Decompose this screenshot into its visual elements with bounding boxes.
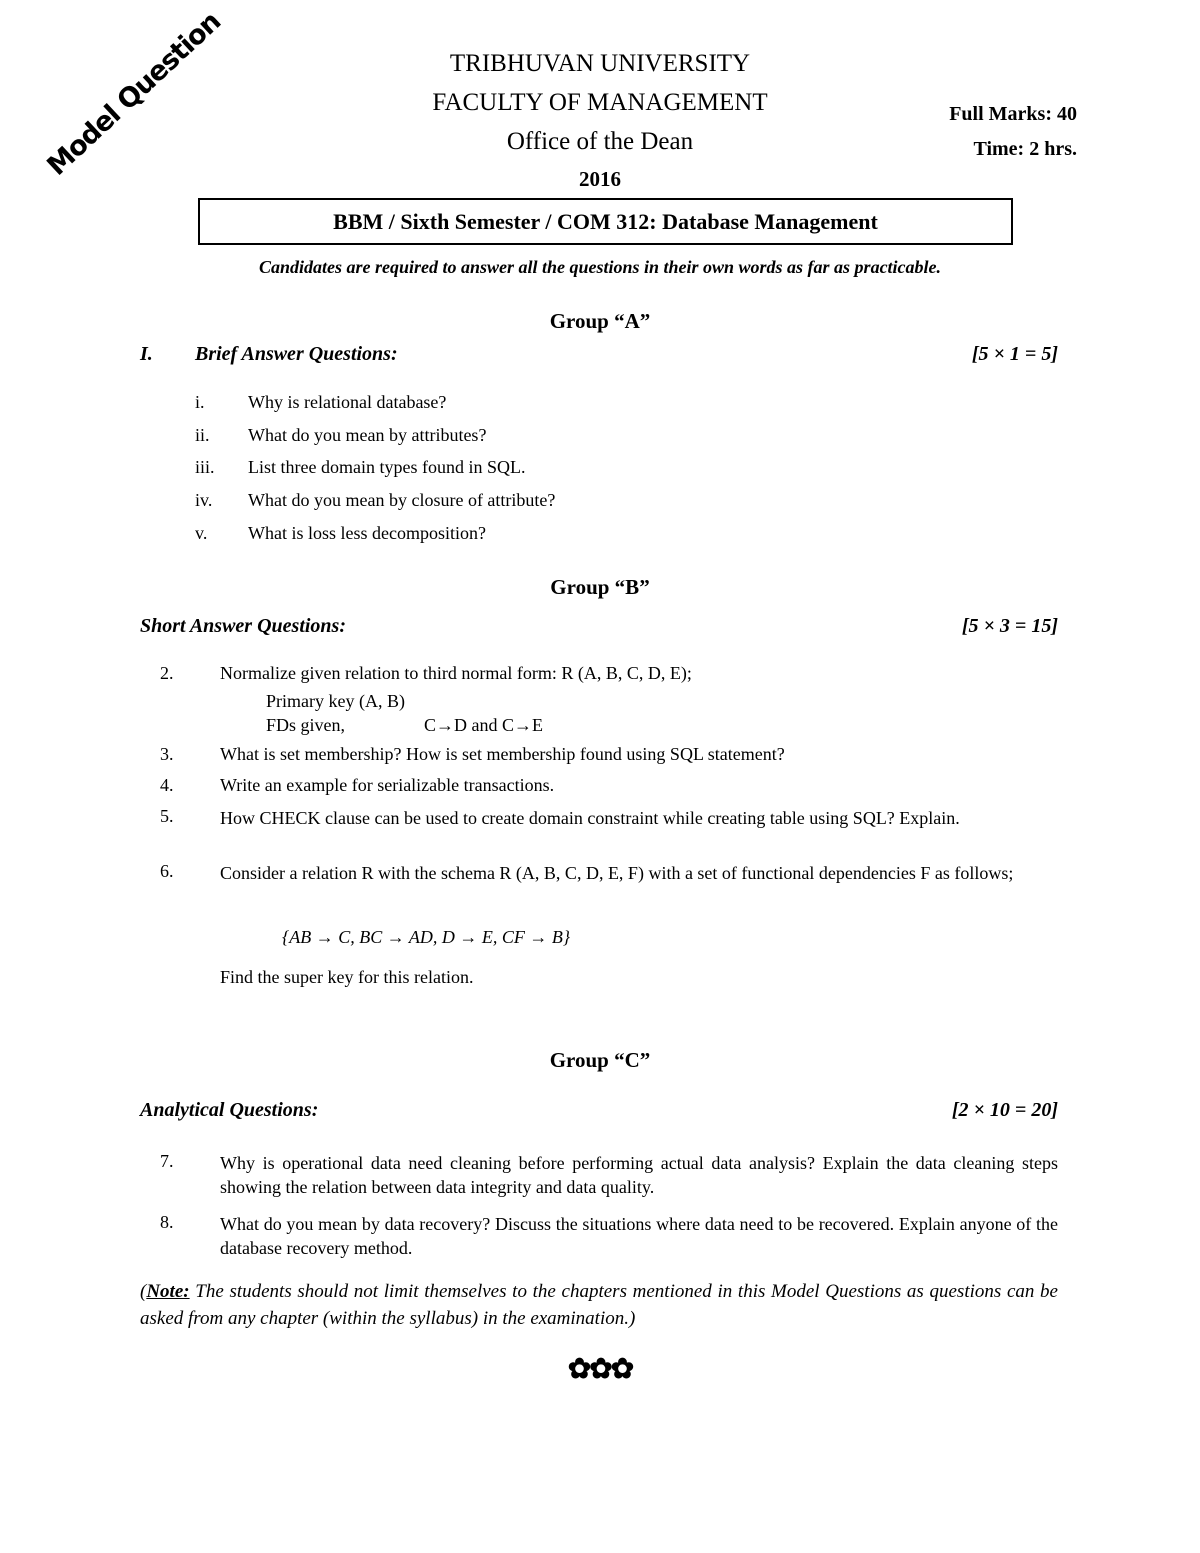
group-c-marks: [2 × 10 = 20] [951,1099,1058,1121]
group-c-heading: Group “C” [549,1048,651,1072]
course-title: BBM / Sixth Semester / COM 312: Database Management [333,208,878,234]
note-label: Note: [146,1281,190,1302]
question-number: 2. [160,663,174,683]
group-b-marks: [5 × 3 = 15] [961,615,1058,637]
university-name: TRIBHUVAN UNIVERSITY [449,50,751,77]
question-number: ii. [195,425,210,445]
question-number: 5. [160,806,174,826]
faculty-name: FACULTY OF MANAGEMENT [432,89,768,116]
note-open-paren: ( [140,1281,147,1302]
question-number: 6. [160,861,174,881]
functional-dependency-set: {AB → C, BC → AD, D → E, CF → B} [282,927,571,947]
question-number: iii. [195,457,215,477]
course-title-box [198,198,1013,245]
group-b-heading: Group “B” [550,575,650,599]
question-number: i. [195,392,205,412]
primary-key-line: Primary key (A, B) [266,691,405,711]
instructions: Candidates are required to answer all the questions in their own words as far as practicable. [258,257,942,277]
group-a-number: I. [140,343,153,365]
note-text: The students should not limit themselves to the chapters mentioned in this Model Questions as questions can be asked from any chapter (within the syllabus) in the examination.) [140,1281,1058,1329]
question-text: Normalize given relation to third normal form: R (A, B, C, D, E); [220,663,692,683]
question-number: iv. [195,490,213,510]
question-text: Consider a relation R with the schema R (A, B, C, D, E, F) with a set of functional dependencies F as follows; [220,863,1014,883]
group-a-heading: Group “A” [549,309,651,333]
question-number: 8. [160,1212,174,1232]
exam-time: Time: 2 hrs. [973,138,1077,160]
full-marks: Full Marks: 40 [949,103,1077,125]
group-a-title: Brief Answer Questions: [195,343,398,365]
question-text: List three domain types found in SQL. [248,457,526,477]
question-text: Write an example for serializable transactions. [220,775,555,795]
fds-label: FDs given, [266,715,346,735]
question-text: Why is relational database? [248,392,447,412]
question-text: What do you mean by closure of attribute? [248,490,556,510]
group-a-marks: [5 × 1 = 5] [971,343,1058,365]
question-number: 7. [160,1151,174,1171]
question-followup: Find the super key for this relation. [220,967,474,987]
end-mark-icon: ✿✿✿ [567,1354,633,1385]
question-text: Why is operational data need cleaning before performing actual data analysis? Explain the data cleaning steps showing the relation between data integrity and data quality. [220,1153,1058,1197]
question-text: What is set membership? How is set membership found using SQL statement? [220,744,785,764]
fds-value: C→D and C→E [424,715,543,735]
question-text: What do you mean by attributes? [248,425,487,445]
question-number: 3. [160,744,174,764]
question-text: How CHECK clause can be used to create domain constraint while creating table using SQL? Explain. [220,808,960,828]
exam-year: 2016 [579,167,621,191]
question-number: v. [195,523,208,543]
group-b-title: Short Answer Questions: [140,615,346,637]
exam-note [140,1278,1058,1332]
question-number: 4. [160,775,174,795]
question-text: What is loss less decomposition? [248,523,486,543]
group-c-title: Analytical Questions: [140,1099,319,1121]
question-text: What do you mean by data recovery? Discuss the situations where data need to be recovered. Explain anyone of the database recovery method. [220,1214,1058,1258]
model-question-stamp: Model Question [41,6,227,182]
office-name: Office of the Dean [506,128,694,155]
